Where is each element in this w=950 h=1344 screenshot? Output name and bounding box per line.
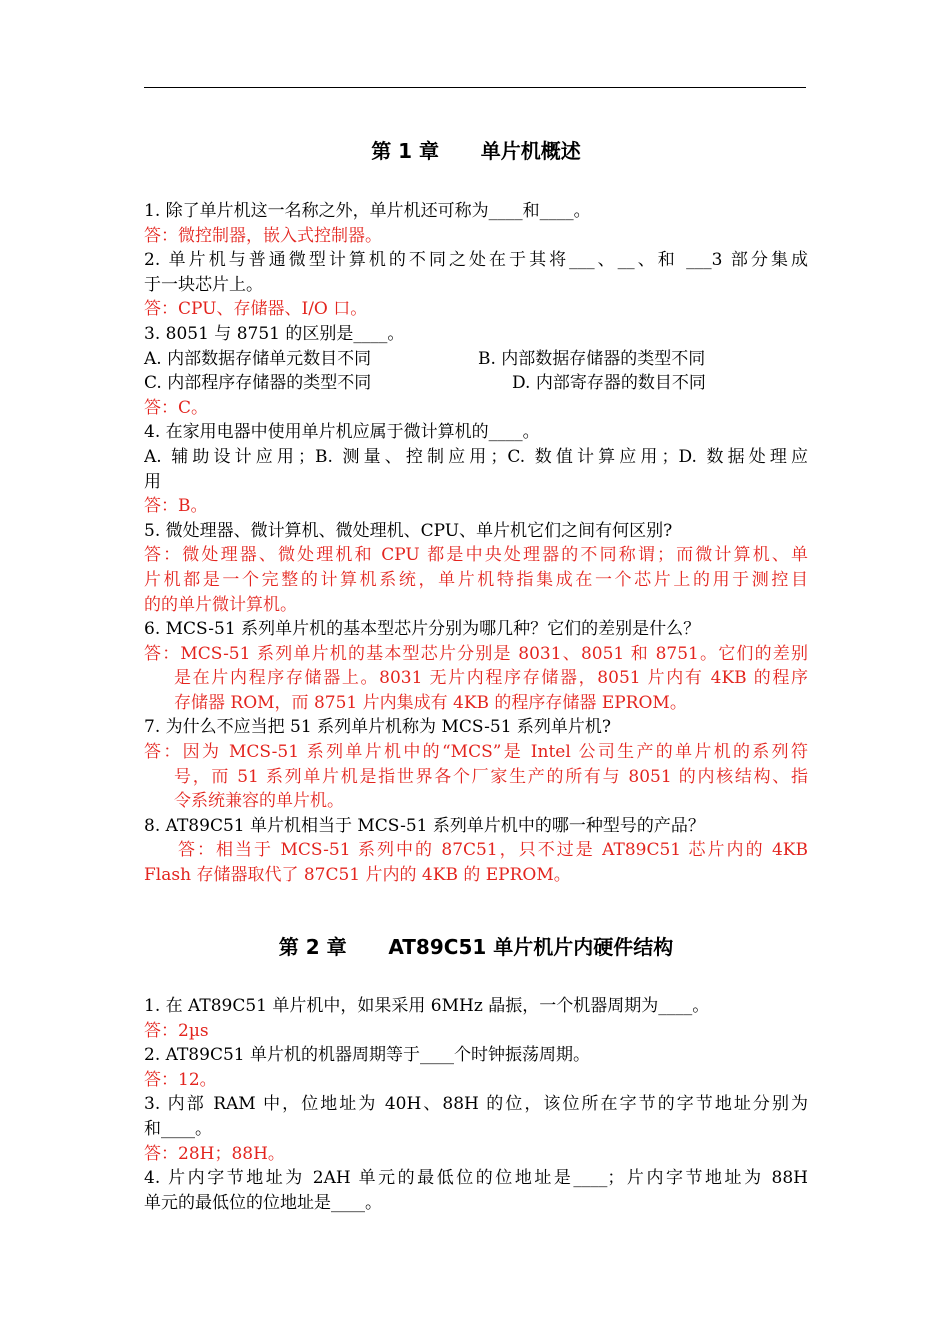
- question-4: 4. 在家用电器中使用单片机应属于微计算机的____。: [144, 422, 540, 443]
- answer-5-cont-1: 片机都是一个完整的计算机系统，单片机特指集成在一个芯片上的用于测控目: [144, 569, 808, 590]
- answer-6: 答：MCS-51 系列单片机的基本型芯片分别是 8031、8051 和 8751。它们的差别: [144, 643, 808, 664]
- question-2-cont: 于一块芯片上。: [144, 274, 263, 295]
- chapter-2-title: 第 2 章 AT89C51 单片机片内硬件结构: [278, 935, 674, 959]
- question-3-options-cd: [144, 371, 808, 396]
- answer-1: 答：微控制器，嵌入式控制器。: [144, 225, 382, 246]
- header-rule: [144, 87, 806, 88]
- answer-2: 答：12。: [144, 1069, 217, 1090]
- document-page: [144, 0, 808, 1344]
- answer-1: 答：2µs: [144, 1020, 209, 1041]
- answer-7-cont-1: 号，而 51 系列单片机是指世界各个厂家生产的所有与 8051 的内核结构、指: [174, 766, 808, 787]
- option-d: D. 内部寄存器的数目不同: [512, 373, 706, 394]
- question-3: 3. 8051 与 8751 的区别是____。: [144, 323, 405, 344]
- answer-3: 答：C。: [144, 397, 209, 418]
- question-6: 6. MCS-51 系列单片机的基本型芯片分别为哪几种？它们的差别是什么？: [144, 619, 701, 640]
- question-5: 5. 微处理器、微计算机、微处理机、CPU、单片机它们之间有何区别?: [144, 520, 673, 541]
- question-3: 3. 内部 RAM 中，位地址为 40H、88H 的位，该位所在字节的字节地址分别为: [144, 1094, 808, 1115]
- question-4: 4. 片内字节地址为 2AH 单元的最低位的位地址是____；片内字节地址为 88H: [144, 1168, 808, 1189]
- question-2: 2. AT89C51 单片机的机器周期等于____个时钟振荡周期。: [144, 1045, 590, 1066]
- answer-5-cont-2: 的的单片微计算机。: [144, 594, 297, 615]
- chapter-1-content: [144, 199, 808, 888]
- chapter-1-title: 第 1 章 单片机概述: [371, 139, 581, 163]
- question-8: 8. AT89C51 单片机相当于 MCS-51 系列单片机中的哪一种型号的产品？: [144, 815, 705, 836]
- answer-8: 答：相当于 MCS-51 系列中的 87C51，只不过是 AT89C51 芯片内的 4KB: [178, 840, 808, 861]
- question-2: 2. 单片机与普通微型计算机的不同之处在于其将___、__、和 ___3 部分集成: [144, 250, 808, 271]
- question-3-cont: 和____。: [144, 1118, 212, 1139]
- answer-7-cont-2: 令系统兼容的单片机。: [174, 791, 344, 812]
- answer-3: 答：28H；88H。: [144, 1143, 285, 1164]
- chapter-2-content: [144, 994, 808, 1215]
- question-4-cont: 单元的最低位的位地址是____。: [144, 1192, 382, 1213]
- answer-5: 答：微处理器、微处理机和 CPU 都是中央处理器的不同称谓；而微计算机、单: [144, 545, 808, 566]
- answer-8-cont: Flash 存储器取代了 87C51 片内的 4KB 的 EPROM。: [144, 865, 571, 886]
- answer-7: 答：因为 MCS-51 系列单片机中的“MCS”是 Intel 公司生产的单片机的系列符: [144, 742, 808, 763]
- question-1: 1. 除了单片机这一名称之外，单片机还可称为____和____。: [144, 201, 591, 221]
- question-1: 1. 在 AT89C51 单片机中，如果采用 6MHz 晶振，一个机器周期为____。: [144, 996, 710, 1016]
- answer-6-cont-1: 是在片内程序存储器上。8031 无片内程序存储器，8051 片内有 4KB 的程序: [174, 668, 808, 689]
- question-3-options-ab: [144, 347, 808, 372]
- question-7: 7. 为什么不应当把 51 系列单片机称为 MCS-51 系列单片机?: [144, 717, 612, 738]
- answer-2: 答：CPU、存储器、I/O 口。: [144, 299, 368, 320]
- answer-6-cont-2: 存储器 ROM，而 8751 片内集成有 4KB 的程序存储器 EPROM。: [174, 692, 687, 713]
- question-4-options-cont: 用: [144, 471, 161, 492]
- answer-4: 答：B。: [144, 496, 208, 517]
- question-4-options: A. 辅助设计应用；B. 测量、控制应用；C. 数值计算应用；D. 数据处理应: [144, 446, 808, 467]
- option-a: A. 内部数据存储单元数目不同: [144, 348, 372, 369]
- option-c: C. 内部程序存储器的类型不同: [144, 373, 372, 394]
- option-b: B. 内部数据存储器的类型不同: [478, 348, 706, 369]
